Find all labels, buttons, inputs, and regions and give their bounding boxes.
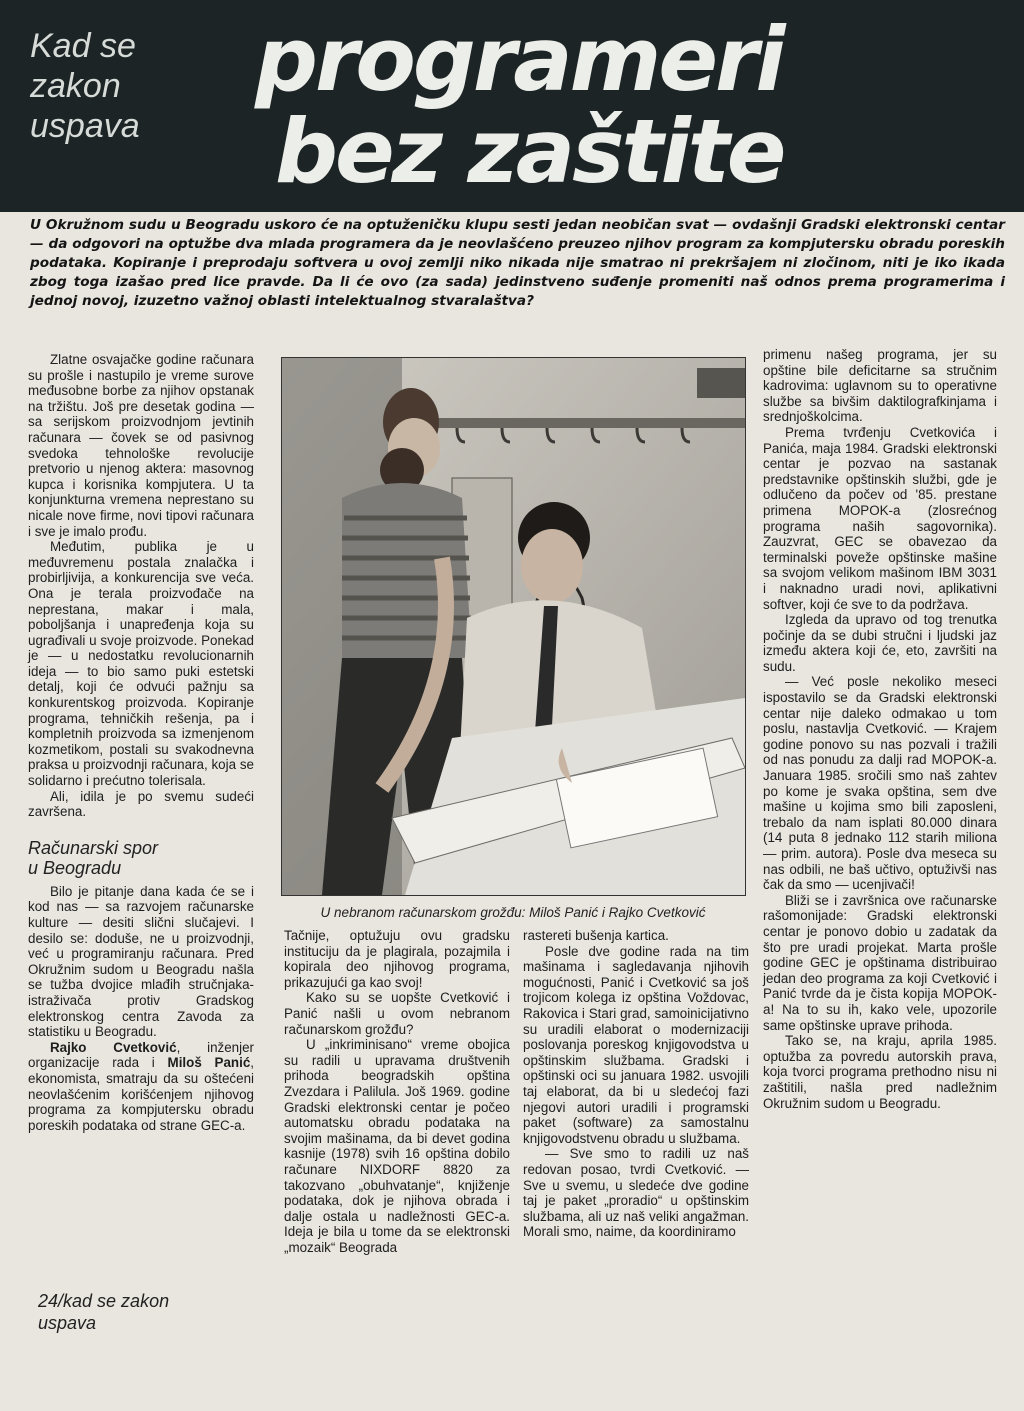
paragraph: Tako se, na kraju, aprila 1985. optužba za povredu autorskih prava, koja tvorci programa prethodno nisu ni zaštitili, našla pred nadležnim Okružnim sudom u Beogradu.	[763, 1033, 997, 1111]
text-run: , ekonomista, smatraju da su oštećeni neovlašćenim korišćenjem njihovog programa za kompjutersku obradu poreskih podataka od strane GEC-a.	[28, 1055, 254, 1133]
column-2a	[284, 928, 510, 1255]
paragraph: Posle dve godine rada na tim mašinama i sagledavanja njihovih mogućnosti, Panić i Cvetković sa još trojicom kolega iz opština Voždovac, Rakovica i Stari grad, samoinicijativno su uradili elaborat o modernizaciji poslovanja poreskog knjigovodstva u opštinskim službama. Gradski i opštinski oci su januara 1982. usvojili taj elaborat, da bi u sledećoj fazi njegovi autori uradili i programski paket (software) za samostalnu knjigovodstvenu obradu u službama.	[523, 943, 749, 1146]
paragraph: Tačnije, optužuju ovu gradsku instituciju da je plagirala, pozajmila i kopirala deo njihovog programa, prikazujući ga kao svoj!	[284, 928, 510, 990]
headline	[255, 8, 1015, 203]
section-subhead	[28, 838, 254, 878]
footer-line-1: 24/kad se zakon	[38, 1291, 170, 1311]
text-run: , inženjer organizacije rada i	[28, 1039, 254, 1071]
paragraph: Zlatne osvajačke godine računara su prošle i nastupilo je vreme surove međusobne borbe za njihov opstanak na tržištu. Još pre desetak godina — sa serijskom proizvodnjom jevtinih računara — čovek se od pasivnog svedoka tehnološke revolucije pretvorio u njenog aktera: masovnog kupca i korisnika kompjutera. U ta konjunkturna vremena neprestano su nicale nove firme, novi tipovi računara i sve je imalo prođu.	[28, 352, 254, 539]
person-name: Miloš Panić	[167, 1055, 251, 1071]
paragraph: primenu našeg programa, jer su opštine bile deficitarne sa stručnim kadrovima: uglavnom su to operativne službe sa bivšim daktilografkinjama i srednjoškolcima.	[763, 347, 997, 425]
paragraph: Izgleda da upravo od tog trenutka počinje da se dubi stručni i ljudski jaz između aktera koji će, eto, završiti na sudu.	[763, 612, 997, 674]
paragraph: Kako su se uopšte Cvetković i Panić našli u ovom nebranom računarskom grožđu?	[284, 990, 510, 1037]
kicker-line-1: Kad se	[30, 27, 136, 65]
headline-line-1: programeri	[255, 8, 783, 111]
footer-line-2: uspava	[38, 1313, 97, 1333]
kicker-line-2: zakon	[30, 67, 121, 105]
column-3	[763, 347, 997, 1111]
paragraph: — Već posle nekoliko meseci ispostavilo se da Gradski elektronski centar nije daleko odmakao u tom poslu, nastavlja Cvetković. — Krajem godine ponovo su nas pozvali i tražili od nas ponudu za dalji rad MOPOK-a. Januara 1985. sročili smo naš zahtev po kome je svaka opština, sem dve mašine u kojima smo bili zaposleni, trebalo da nam isplati 80.000 dinara (14 puta 8 jednako 112 starih miliona — prim. autora). Posle dva meseca su nas odbili, ne baš učtivo, optuživši nas čak da smo — ucenjivači!	[763, 674, 997, 893]
column-1	[28, 352, 254, 1133]
paragraph: Ali, idila je po svemu sudeći završena.	[28, 788, 254, 820]
kicker-line-3: uspava	[30, 107, 140, 145]
paragraph: Bilo je pitanje dana kada će se i kod nas — sa razvojem računarske kulture — desiti slični slučajevi. I desilo se: doduše, ne u proizvodnji, već u programiranju računara. Pred Okružnim sudom u Beogradu našla se tužba dvojice mlađih stručnjaka-istraživača protiv Gradskog elektronskog centra Zavoda za statistiku u Beogradu.	[28, 883, 254, 1040]
column-2b	[523, 928, 749, 1240]
paragraph: Međutim, publika je u međuvremenu postala znalačka i probirljivija, a konkurencija sve veća. Ona je terala proizvođače na neprestana, makar i mala, poboljšanja i unapređenja koja su ugrađivali u svoje proizvode. Ponekad je — u nedostatku revolucionarnih ideja — to bio samo puki estetski detalj, koji će odvući pažnju sa konkurentskog proizvoda. Kopiranje programa, tehničkih rešenja, pa i kompletnih proizvoda sa izmenjenom kozmetikom, postali su svakodnevna praksa u proizvodnji računara, koja se solidarno i prećutno tolerisala.	[28, 539, 254, 789]
person-name: Rajko Cvetković	[50, 1039, 177, 1055]
title-banner	[0, 0, 1024, 212]
photo-illustration	[282, 358, 745, 895]
paragraph: rastereti bušenja kartica.	[523, 928, 669, 943]
photo-caption: U nebranom računarskom grožđu: Miloš Panić i Rajko Cvetković	[320, 905, 706, 920]
paragraph: — Sve smo to radili uz naš redovan posao, tvrdi Cvetković. — Sve u svemu, u sledeće dve godine taj je paket „proradio“ u opštinskim službama, ali uz naš veliki angažman. Morali smo, naime, da koordiniramo	[523, 1146, 749, 1240]
paragraph: Prema tvrđenju Cvetkovića i Panića, maja 1984. Gradski elektronski centar je pozvao na sastanak predstavnike opštinskih službi, gde je odlučeno da počev od '85. prestane primena MOPOK-a (zlosrećnog programa naših sagovornika). Zauzvrat, GEC se obavezao da terminalski poveže opštinske mašine sa svojom velikom mašinom IBM 3031 i naknadno uradi novi, aplikativni softver, koji će sve to da podržava.	[763, 424, 997, 612]
subhead-line-2: u Beogradu	[28, 857, 122, 878]
paragraph: U „inkriminisano“ vreme obojica su radili u upravama društvenih prihoda beogradskih opština Zvezdara i Palilula. Još 1969. godine Gradski elektronski centar je počeo automatsku obradu podataka na svojim mašinama, da bi devet godina kasnije (1978) svih 16 opština dobilo računare NIXDORF 8820 za takozvano „obuhvatanje“, knjiženje podataka, dok je njihova obrada i dalje ostala u nadležnosti GEC-a. Ideja je bila u tome da se elektronski „mozaik“ Beograda	[284, 1037, 510, 1255]
lead-paragraph: U Okružnom sudu u Beogradu uskoro će na optuženičku klupu sesti jedan neobičan svat — ovdašnji Gradski elektronski centar — da odgovori na optužbe dva mlada programera da je neovlašćeno preuzeo njihov program za kompjutersku obradu poreskih podataka. Kopiranje i preprodaju softvera u ovoj zemlji niko nikada nije smatrao ni prekršajem ni zločinom, niti je iko ikada zbog toga izašao pred lice pravde. Da li će ovo (za sada) jedinstveno suđenje promeniti naš odnos prema programerima i jednoj novoj, izuzetno važnoj oblasti intelektualnog stvaralaštva?	[30, 217, 1005, 309]
photo-two-programmers	[281, 357, 746, 896]
kicker	[30, 26, 210, 146]
headline-line-2: bez zaštite	[275, 100, 784, 203]
paragraph	[28, 1040, 254, 1134]
paragraph: Bliži se i završnica ove računarske rašomonijade: Gradski elektronski centar je ponovo dobio u zadatak da što pre uradi projekat. Marta prošle godine GEC je opštinama distribuirao jedan deo programa za koji Cvetković i Panić tvrde da je čista kopija MOPOK-a! Na to su ih, kako vele, upozorile same opštinske uprave prihoda.	[763, 892, 997, 1033]
page-footer	[38, 1290, 169, 1334]
subhead-line-1: Računarski spor	[28, 837, 159, 858]
